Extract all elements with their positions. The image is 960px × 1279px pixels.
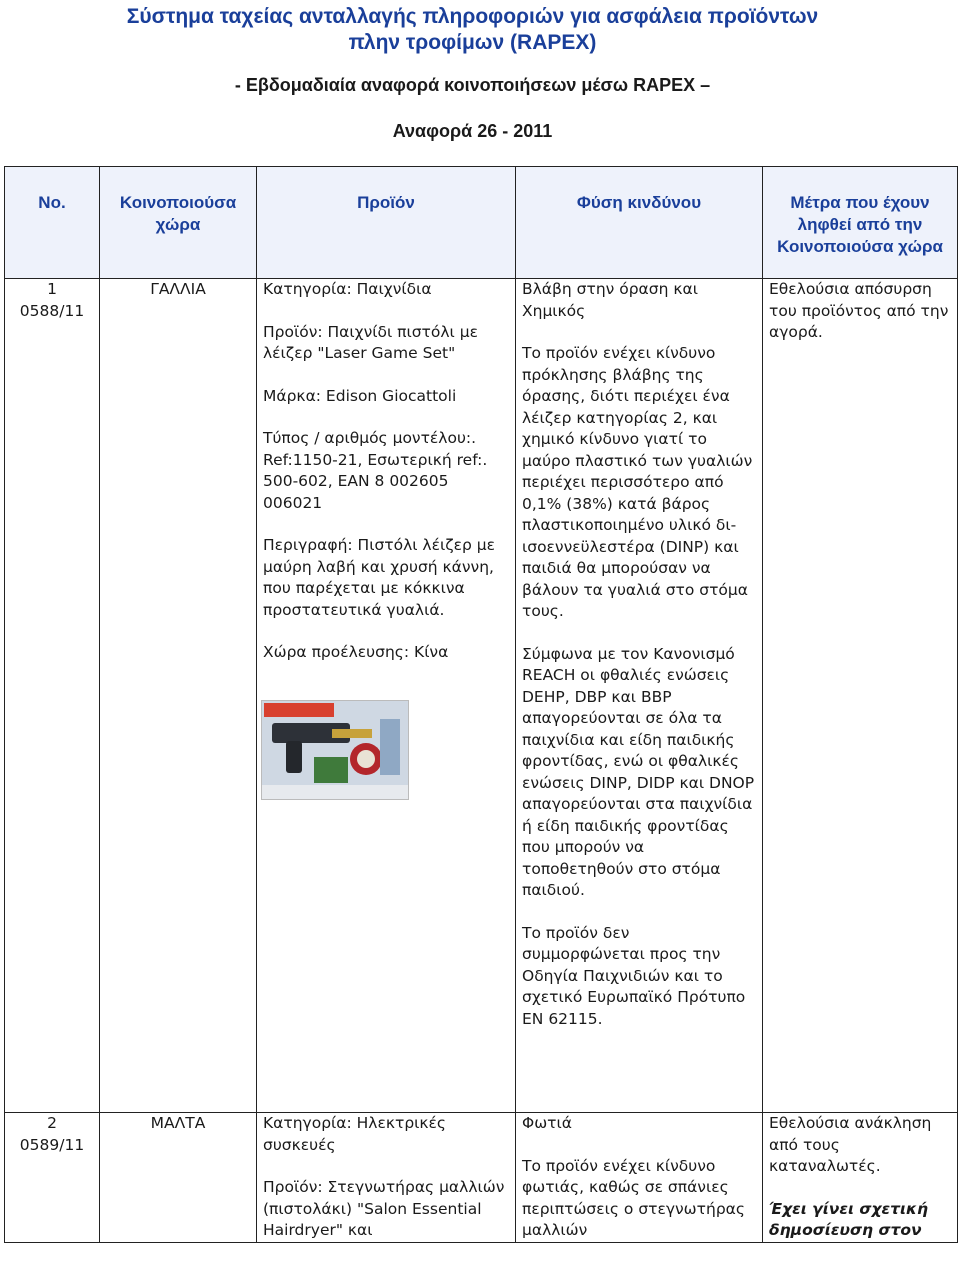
- table-header-row: [5, 167, 958, 279]
- col-header-risk: Φύση κινδύνου: [516, 167, 763, 279]
- notification-ref: 0588/11: [19, 301, 85, 320]
- risk-regulation: Σύμφωνα με τον Κανονισμό REACH οι φθαλιές ενώσεις DEHP, DBP και BBP απαγορεύονται σε όλα τα παιχνίδια και είδη παιδικής φροντίδας, ενώ οι φθαλικές ενώσεις DINP, DIDP και DNOP απαγορεύονται στα παιχνίδια ή είδη παιδικής φροντίδας που μπορούν να τοποθετηθούν στο στόμα παιδιού.: [522, 644, 755, 899]
- notifications-table: [4, 166, 958, 1243]
- cell-measures: [763, 1113, 958, 1243]
- cell-country: [100, 279, 257, 1113]
- laser-toy-photo-image: [262, 701, 408, 799]
- product-brand: Μάρκα: Edison Giocattoli: [263, 386, 457, 405]
- country-name: ΜΑΛΤΑ: [150, 1114, 206, 1132]
- risk-compliance: Το προϊόν δεν συμμορφώνεται προς την Οδηγία Παιχνιδιών και το σχετικό Ευρωπαϊκό Πρότυπο EN 62115.: [522, 923, 746, 1028]
- product-photo: [261, 700, 409, 800]
- product-description: Περιγραφή: Πιστόλι λέιζερ με μαύρη λαβή και χρυσή κάννη, που παρέχεται με κόκκινα προστατευτικά γυαλιά.: [263, 536, 496, 619]
- risk-explanation: Το προϊόν ενέχει κίνδυνο πρόκλησης βλάβης της όρασης, διότι περιέχει ένα λέιζερ κατηγορίας 2, και χημικό κίνδυνο γιατί το μαύρο πλαστικό των γυαλιών περιέχει περισσότερο από 0,1% (38%) κατά βάρος πλαστικοποιημένο υλικό δι-ισοεννεϋλεστέρα (DINP) και παιδιά θα μπορούσαν να βάλουν τα γυαλιά στο στόμα τους.: [522, 344, 753, 620]
- cell-number: [5, 279, 100, 1113]
- col-header-country: Κοινοποιούσα χώρα: [100, 167, 257, 279]
- risk-type: Βλάβη στην όραση και Χημικός: [522, 280, 698, 320]
- doc-title-line1: Σύστημα ταχείας ανταλλαγής πληροφοριών για ασφάλεια προϊόντων: [126, 5, 819, 28]
- notification-index: 1: [47, 280, 57, 298]
- product-category: Κατηγορία: Ηλεκτρικές συσκευές: [263, 1114, 447, 1154]
- measures-note: Έχει γίνει σχετική δημοσίευση στον: [769, 1199, 929, 1239]
- cell-number: [5, 1113, 100, 1243]
- risk-type: Φωτιά: [522, 1114, 572, 1132]
- report-subtitle: - Εβδομαδιαία αναφορά κοινοποιήσεων μέσω RAPEX –: [234, 75, 711, 95]
- col-header-measures: Μέτρα που έχουν ληφθεί από την Κοινοποιούσα χώρα: [763, 167, 958, 279]
- table-row: [5, 279, 958, 1113]
- measures-taken: Εθελούσια ανάκληση από τους καταναλωτές.: [769, 1114, 932, 1175]
- notification-ref: 0589/11: [19, 1135, 85, 1154]
- product-name: Προϊόν: Παιχνίδι πιστόλι με λέιζερ "Laser Game Set": [263, 322, 478, 362]
- col-header-product: Προϊόν: [257, 167, 516, 279]
- measures-taken: Εθελούσια απόσυρση του προϊόντος από την αγορά.: [769, 280, 949, 341]
- country-name: ΓΑΛΛΙΑ: [150, 280, 206, 298]
- report-number: Αναφορά 26 - 2011: [392, 121, 553, 141]
- risk-explanation: Το προϊόν ενέχει κίνδυνο φωτιάς, καθώς σε σπάνιες περιπτώσεις ο στεγνωτήρας μαλλιών: [522, 1156, 745, 1239]
- cell-risk: [516, 279, 763, 1113]
- product-model: Τύπος / αριθμός μοντέλου:. Ref:1150-21, Εσωτερική ref:. 500-602, EAN 8 002605 006021: [263, 429, 488, 512]
- notification-index: 2: [47, 1114, 57, 1132]
- product-name: Προϊόν: Στεγνωτήρας μαλλιών (πιστολάκι) "Salon Essential Hairdryer" και: [263, 1178, 505, 1239]
- col-header-no: No.: [5, 167, 100, 279]
- cell-product: [257, 279, 516, 1113]
- table-row: [5, 1113, 958, 1243]
- cell-country: [100, 1113, 257, 1243]
- cell-risk: [516, 1113, 763, 1243]
- product-category: Κατηγορία: Παιχνίδια: [263, 280, 432, 298]
- doc-title-line2: πλην τροφίμων (RAPEX): [348, 31, 597, 54]
- product-origin: Χώρα προέλευσης: Κίνα: [263, 643, 449, 661]
- cell-measures: [763, 279, 958, 1113]
- cell-product: [257, 1113, 516, 1243]
